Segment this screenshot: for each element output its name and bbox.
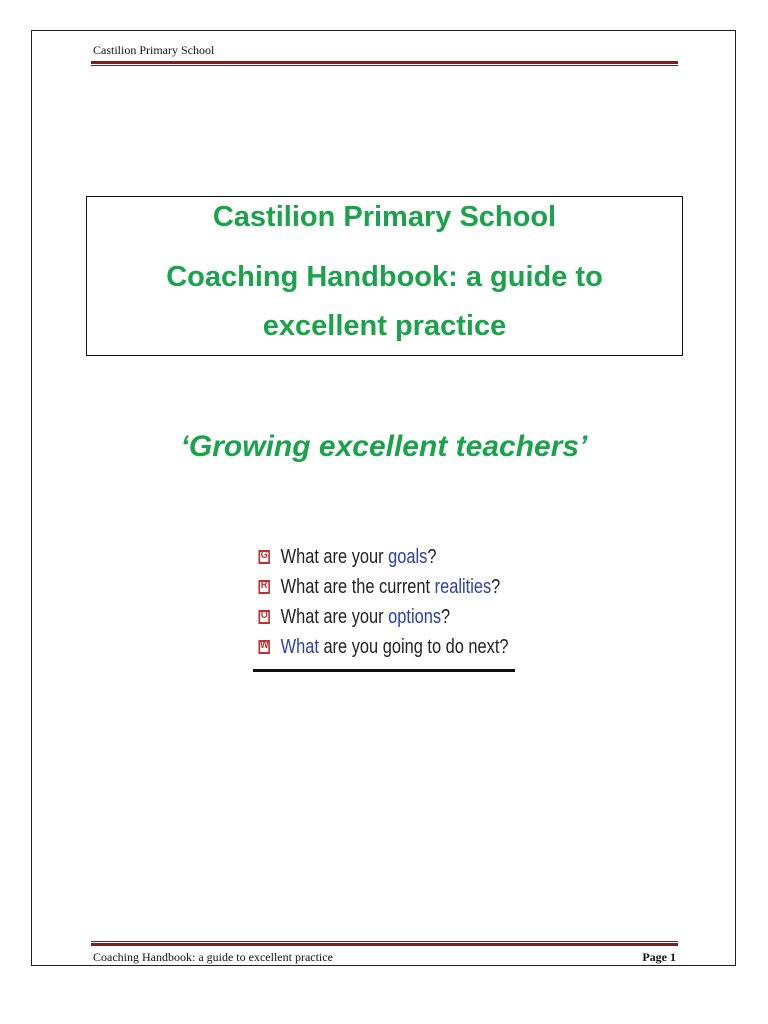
footer-page-number: Page 1 — [642, 950, 676, 964]
grow-text-highlight: options — [388, 606, 442, 628]
grow-o-icon — [258, 610, 269, 624]
grow-text-highlight: realities — [434, 576, 492, 598]
tagline: ‘Growing excellent teachers’ — [180, 430, 588, 463]
grow-text-pre: What are your — [280, 546, 389, 568]
grow-underline — [253, 669, 515, 672]
grow-model-list — [256, 544, 516, 664]
grow-text-post: ? — [441, 606, 451, 628]
title-box — [86, 196, 683, 356]
grow-text-pre: What are the current — [280, 576, 435, 598]
grow-r-icon — [258, 580, 269, 594]
grow-item-realities — [256, 574, 501, 604]
grow-text-post: are you going to do next? — [318, 636, 509, 658]
grow-text-highlight: What — [280, 636, 319, 658]
grow-letter: O — [260, 609, 268, 621]
grow-text-pre: What are your — [280, 606, 389, 628]
header-school-name: Castilion Primary School — [93, 43, 215, 57]
grow-w-icon — [258, 640, 269, 654]
grow-text-highlight: goals — [388, 546, 428, 568]
grow-text-post: ? — [491, 576, 501, 598]
title-handbook-line1: Coaching Handbook: a guide to — [166, 261, 603, 293]
grow-item-options — [256, 604, 469, 634]
grow-g-icon — [258, 550, 269, 564]
grow-text-post: ? — [427, 546, 437, 568]
header-rule — [91, 61, 678, 66]
footer-rule — [91, 941, 678, 946]
grow-letter: R — [260, 579, 268, 591]
title-school-name: Castilion Primary School — [212, 201, 557, 233]
grow-item-goals — [256, 544, 469, 574]
footer-title: Coaching Handbook: a guide to excellent practice — [93, 950, 333, 964]
grow-item-way-forward — [256, 634, 509, 664]
grow-letter: G — [260, 549, 268, 561]
page-border — [31, 30, 736, 966]
grow-letter: W — [260, 639, 269, 651]
title-handbook-line2: excellent practice — [262, 310, 507, 342]
